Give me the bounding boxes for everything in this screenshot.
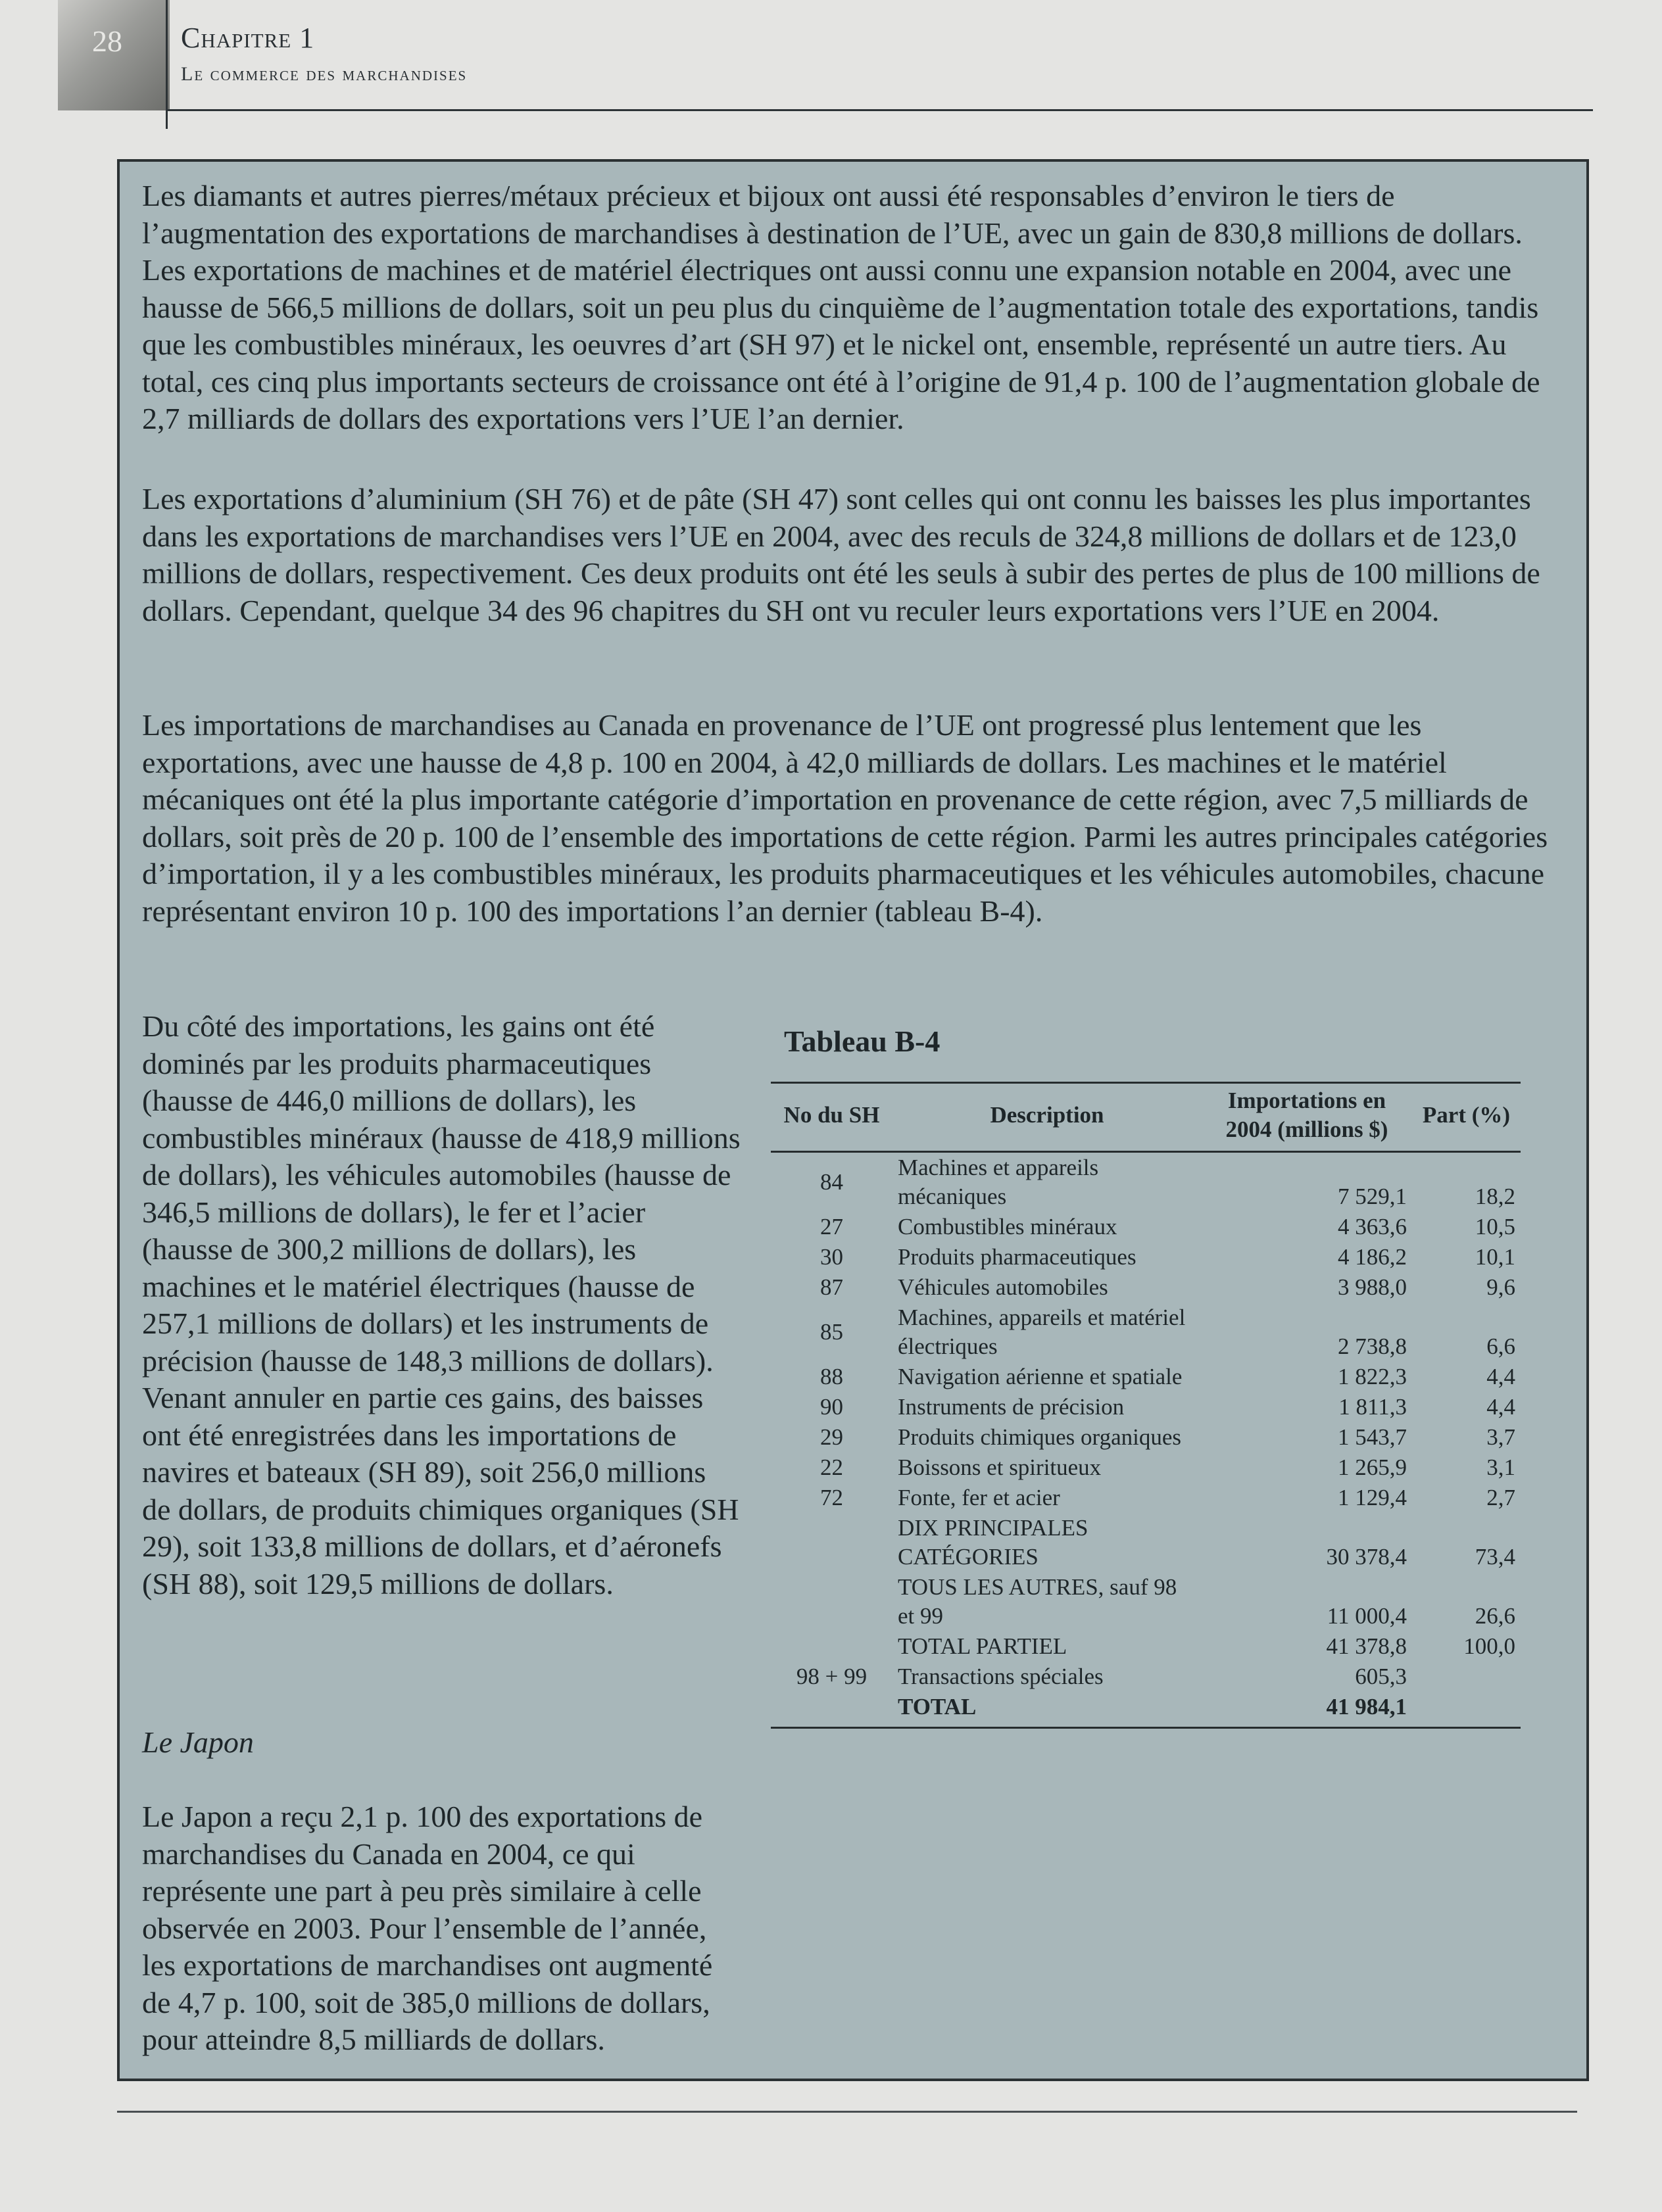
cell-description: Navigation aérienne et spatiale [898,1364,1183,1389]
table-row [771,1303,1521,1362]
cell-sh [771,1572,892,1631]
cell-description: Machines et appareils mécaniques [898,1155,1099,1209]
cell-description: DIX PRINCIPALES CATÉGORIES [898,1515,1088,1570]
cell-share [1412,1662,1521,1692]
cell-description: TOTAL PARTIEL [898,1633,1067,1659]
cell-imports: 4 363,6 [1338,1214,1407,1239]
table-row [771,1392,1521,1422]
page-number: 28 [92,24,122,58]
paragraph-1: Les diamants et autres pierres/métaux précieux et bijoux ont aussi été responsables d’environ le tiers de l’augmentation des exportations de marchandises à destination de l’UE, avec un gain de 830,8 millions de dollars. Les exportations de machines et de matériel électriques ont aussi connu une expansion notable en 2004, avec une hausse de 566,5 millions de dollars, soit un peu plus du cinquième de l’augmentation totale des exportations, tandis que les combustibles minéraux, les oeuvres d’art (SH 97) et le nickel ont, ensemble, représenté un autre tiers. Au total, ces cinq plus importants secteurs de croissance ont été à l’origine de 91,4 p. 100 de l’augmentation globale de 2,7 milliards de dollars des exportations vers l’UE l’an dernier. [142,179,1540,435]
table-row [771,1212,1521,1242]
cell-sh: 88 [820,1364,843,1389]
table-title: Tableau B-4 [784,1024,941,1058]
cell-description: Transactions spéciales [898,1664,1104,1689]
cell-sh: 90 [820,1394,843,1420]
cell-sh: 84 [820,1169,843,1195]
cell-sh [771,1692,892,1728]
cell-share: 3,7 [1486,1424,1515,1450]
table-row [771,1272,1521,1303]
cell-share: 4,4 [1486,1364,1515,1389]
cell-share: 10,5 [1475,1214,1515,1239]
cell-sh: 72 [820,1485,843,1510]
cell-sh [771,1513,892,1572]
table-row [771,1483,1521,1513]
cell-imports: 1 811,3 [1338,1394,1407,1420]
cell-sh: 30 [820,1244,843,1270]
cell-imports: 1 543,7 [1338,1424,1407,1450]
paragraph-2: Les exportations d’aluminium (SH 76) et de pâte (SH 47) sont celles qui ont connu les baisses les plus importantes dans les exportations de marchandises vers l’UE en 2004, avec des reculs de 324,8 millions de dollars et de 123,0 millions de dollars, respectivement. Ces deux produits ont été les seuls à subir des pertes de plus de 100 millions de dollars. Cependant, quelque 34 des 96 chapitres du SH ont vu reculer leurs exportations vers l’UE en 2004. [142,482,1540,627]
cell-description: Machines, appareils et matériel électriques [898,1305,1186,1359]
cell-share: 10,1 [1475,1244,1515,1270]
cell-share: 26,6 [1475,1603,1515,1629]
cell-imports: 30 378,4 [1326,1544,1407,1570]
chapter-subtitle: Le commerce des marchandises [181,63,468,85]
table-row [771,1422,1521,1453]
table-row [771,1152,1521,1213]
cell-sh: 27 [820,1214,843,1239]
cell-sh: 87 [820,1274,843,1300]
header-description: Description [892,1083,1202,1152]
cell-imports: 3 988,0 [1338,1274,1407,1300]
footer-rule [117,2111,1577,2113]
cell-share: 2,7 [1486,1485,1515,1510]
table-row [771,1242,1521,1272]
paragraph-imports-gains: Du côté des importations, les gains ont été dominés par les produits pharmaceutiques (hausse de 446,0 millions de dollars), les combustibles minéraux (hausse de 418,9 millions de dollars), les véhicules automobiles (hausse de 346,5 millions de dollars), le fer et l’acier (hausse de 300,2 millions de dollars), les machines et le matériel électriques (hausse de 257,1 millions de dollars) et les instruments de précision (hausse de 148,3 millions de dollars). Venant annuler en partie ces gains, des baisses ont été enregistrées dans les importations de navires et bateaux (SH 89), soit 256,0 millions de dollars, de produits chimiques organiques (SH 29), soit 133,8 millions de dollars, et d’aéronefs (SH 88), soit 129,5 millions de dollars. [142,1009,741,1600]
cell-description: Instruments de précision [898,1394,1125,1420]
section-heading-japon: Le Japon [142,1725,254,1759]
cell-share: 100,0 [1463,1633,1515,1659]
header-sh: No du SH [771,1083,892,1152]
cell-imports: 1 265,9 [1338,1455,1407,1480]
table-row-all-others [771,1572,1521,1631]
header-imports: Importations en 2004 (millions $) [1202,1083,1412,1152]
cell-sh: 98 + 99 [796,1664,868,1689]
cell-imports: 41 984,1 [1202,1692,1412,1728]
cell-share: 18,2 [1475,1184,1515,1209]
cell-description: TOTAL [892,1692,1202,1728]
cell-imports: 2 738,8 [1338,1334,1407,1359]
cell-imports: 1 822,3 [1338,1364,1407,1389]
paragraph-3: Les importations de marchandises au Canada en provenance de l’UE ont progressé plus lentement que les exportations, avec une hausse de 4,8 p. 100 en 2004, à 42,0 milliards de dollars. Les machines et le matériel mécaniques ont été la plus importante catégorie d’importation en provenance de cette région, avec 7,5 milliards de dollars, soit près de 20 p. 100 de l’ensemble des importations de cette région. Parmi les autres principales catégories d’importation, il y a les combustibles minéraux, les produits pharmaceutiques et les véhicules automobiles, chacune représentant environ 10 p. 100 des importations l’an dernier (tableau B-4). [142,708,1548,928]
cell-description: TOUS LES AUTRES, sauf 98 et 99 [898,1574,1177,1629]
cell-imports: 41 378,8 [1326,1633,1407,1659]
paragraph-japon: Le Japon a reçu 2,1 p. 100 des exportations de marchandises du Canada en 2004, ce qui représente une part à peu près similaire à celle observée en 2003. Pour l’ensemble de l’année, les exportations de marchandises ont augmenté de 4,7 p. 100, soit de 385,0 millions de dollars, pour atteindre 8,5 milliards de dollars. [142,1800,713,2056]
cell-share [1412,1692,1521,1728]
cell-description: Produits pharmaceutiques [898,1244,1137,1270]
cell-description: Combustibles minéraux [898,1214,1117,1239]
cell-imports: 7 529,1 [1338,1184,1407,1209]
cell-share: 73,4 [1475,1544,1515,1570]
cell-imports: 11 000,4 [1327,1603,1407,1629]
cell-sh [771,1631,892,1662]
header-rule [166,109,1593,111]
chapter-title: Chapitre 1 [181,22,315,54]
page-number-tab [58,0,170,110]
table-row-subtotal [771,1631,1521,1662]
cell-share: 4,4 [1486,1394,1515,1420]
table-row [771,1453,1521,1483]
cell-sh: 22 [820,1455,843,1480]
table-header-row [771,1083,1521,1152]
cell-description: Produits chimiques organiques [898,1424,1181,1450]
cell-sh: 29 [820,1424,843,1450]
table-row-special [771,1662,1521,1692]
cell-description: Boissons et spiritueux [898,1455,1102,1480]
cell-description: Fonte, fer et acier [898,1485,1060,1510]
cell-sh: 85 [820,1319,843,1345]
table-row-total [771,1692,1521,1728]
cell-share: 9,6 [1486,1274,1515,1300]
table-row [771,1362,1521,1392]
cell-share: 3,1 [1486,1455,1515,1480]
imports-table [771,1082,1521,1729]
table-row-top-ten [771,1513,1521,1572]
cell-imports: 605,3 [1355,1664,1407,1689]
cell-imports: 1 129,4 [1338,1485,1407,1510]
cell-share: 6,6 [1486,1334,1515,1359]
header-share: Part (%) [1412,1083,1521,1152]
cell-imports: 4 186,2 [1338,1244,1407,1270]
cell-description: Véhicules automobiles [898,1274,1108,1300]
